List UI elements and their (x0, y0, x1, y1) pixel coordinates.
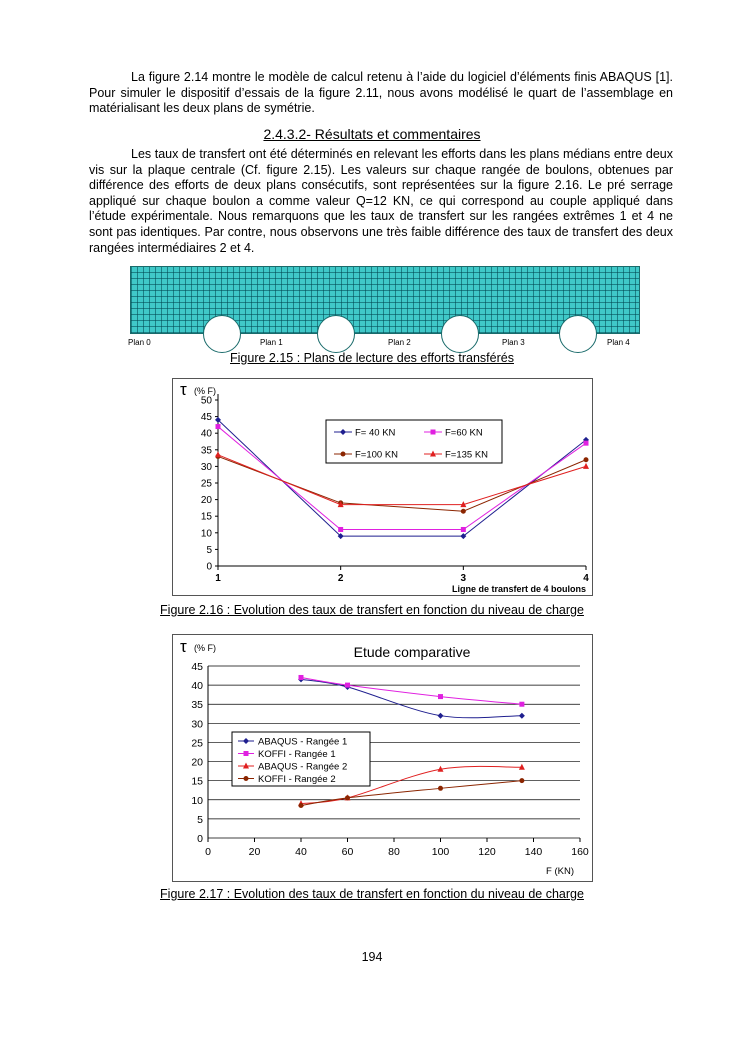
y-tick-label: 25 (200, 478, 212, 490)
legend-label: ABAQUS - Rangée 2 (258, 761, 348, 773)
x-tick-label: 100 (431, 846, 450, 858)
bolt-hole (441, 315, 479, 353)
section-heading: 2.4.3.2- Résultats et commentaires (263, 126, 481, 142)
data-point (338, 527, 343, 532)
y-tick-label: 50 (200, 395, 212, 407)
x-tick-label: 2 (337, 573, 344, 584)
legend (326, 420, 502, 463)
y-tick-label: 10 (200, 528, 212, 540)
y-axis-label: (% F) (194, 643, 216, 653)
y-tick-label: 15 (200, 511, 212, 523)
data-point (519, 702, 524, 707)
y-axis-symbol: τ (180, 637, 187, 656)
data-point (584, 457, 589, 462)
x-tick-label: 60 (341, 846, 354, 858)
bolt-hole (203, 315, 241, 353)
y-tick-label: 10 (191, 794, 203, 807)
data-point (584, 441, 589, 446)
chart-frame (173, 379, 593, 596)
paragraph-results-text: Les taux de transfert ont été déterminés en relevant les efforts dans les plans médians entre deux vis sur la plaque centrale (Cf. figure 2.15). Les valeurs sur chaque rangée de boulons, obtenues par différence des efforts de deux plans consécutifs, sont représentées sur la figure 2.16. Le pré serrage appliqué sur chaque boulon a comme valeur Q=12 KN, ce qui correspond au couple appliqué dans l’étude expérimentale. Nous remarquons que les taux de transfert sur les rangées extrêmes 1 et 4 ne sont pas identiques. Par contre, nous observons une très faible différence des taux de transfert des deux rangées intermédiaires 2 et 4. (89, 147, 673, 255)
data-point (299, 803, 304, 808)
fe-mesh-image (130, 266, 640, 334)
bolt-hole (559, 315, 597, 353)
plan-label-3: Plan 3 (502, 338, 525, 347)
page-number: 194 (361, 950, 383, 964)
paragraph-intro-text: La figure 2.14 montre le modèle de calcul retenu à l’aide du logiciel d’éléments finis ABAQUS [1]. Pour simuler le dispositif d’essais de la figure 2.11, nous avons modélisé le quart de l’assemblage en matérialisant les deux plans de symétrie. (89, 70, 673, 116)
legend-marker (341, 452, 346, 457)
x-tick-label: 140 (524, 846, 543, 858)
data-point (438, 694, 443, 699)
x-axis-label: F (KN) (546, 866, 574, 877)
x-tick-label: 4 (583, 573, 589, 584)
legend-marker (431, 430, 436, 435)
plan-label-4: Plan 4 (607, 338, 630, 347)
paragraph-intro (89, 70, 673, 117)
x-tick-label: 160 (571, 846, 589, 858)
x-tick-label: 120 (478, 846, 496, 858)
x-tick-label: 3 (460, 573, 467, 584)
paragraph-results (89, 147, 673, 256)
data-point (461, 527, 466, 532)
y-tick-label: 20 (191, 756, 203, 769)
y-tick-label: 5 (197, 813, 203, 826)
chart-title: Etude comparative (353, 644, 471, 660)
figure-16-caption: Figure 2.16 : Evolution des taux de transfert en fonction du niveau de charge (160, 603, 584, 617)
y-tick-label: 20 (200, 495, 212, 507)
chart-transfer-rates-by-row (172, 378, 593, 596)
y-tick-label: 40 (200, 428, 212, 440)
legend-label: F=135 KN (445, 449, 489, 461)
legend-label: ABAQUS - Rangée 1 (258, 736, 348, 748)
x-tick-label: 20 (248, 846, 261, 858)
y-tick-label: 35 (200, 445, 212, 457)
y-tick-label: 35 (191, 699, 203, 712)
y-tick-label: 5 (206, 544, 212, 556)
figure-17-caption: Figure 2.17 : Evolution des taux de transfert en fonction du niveau de charge (160, 887, 584, 901)
legend-marker (244, 751, 249, 756)
plan-label-1: Plan 1 (260, 338, 283, 347)
data-point (519, 778, 524, 783)
y-tick-label: 40 (191, 680, 203, 693)
legend-marker (244, 776, 249, 781)
figure-15-caption: Figure 2.15 : Plans de lecture des efforts transférés (230, 351, 514, 365)
y-tick-label: 45 (200, 412, 212, 424)
data-point (438, 786, 443, 791)
plan-label-2: Plan 2 (388, 338, 411, 347)
y-tick-label: 30 (200, 461, 212, 473)
x-tick-label: 0 (205, 846, 211, 858)
data-point (216, 424, 221, 429)
legend-label: F=100 KN (355, 449, 399, 461)
plan-label-0: Plan 0 (128, 338, 151, 347)
y-tick-label: 15 (191, 775, 203, 788)
x-tick-label: 80 (388, 846, 400, 858)
data-point (299, 675, 304, 680)
data-point (461, 509, 466, 514)
y-axis-label: (% F) (194, 386, 216, 396)
legend-label: F=60 KN (445, 427, 483, 439)
y-tick-label: 0 (197, 833, 203, 845)
legend (232, 732, 370, 786)
y-tick-label: 25 (191, 737, 203, 750)
y-tick-label: 30 (191, 718, 203, 731)
y-axis-symbol: τ (180, 380, 187, 399)
legend-label: F= 40 KN (355, 427, 396, 439)
x-tick-label: 1 (215, 573, 221, 584)
y-tick-label: 0 (206, 561, 212, 573)
x-axis-label: Ligne de transfert de 4 boulons (451, 584, 586, 594)
y-tick-label: 45 (191, 661, 203, 673)
legend-label: KOFFI - Rangée 2 (258, 774, 336, 785)
bolt-hole (317, 315, 355, 353)
legend-label: KOFFI - Rangée 1 (258, 749, 336, 760)
chart-comparative-study (172, 634, 593, 882)
x-tick-label: 40 (295, 846, 307, 858)
data-point (345, 795, 350, 800)
data-point (345, 683, 350, 688)
